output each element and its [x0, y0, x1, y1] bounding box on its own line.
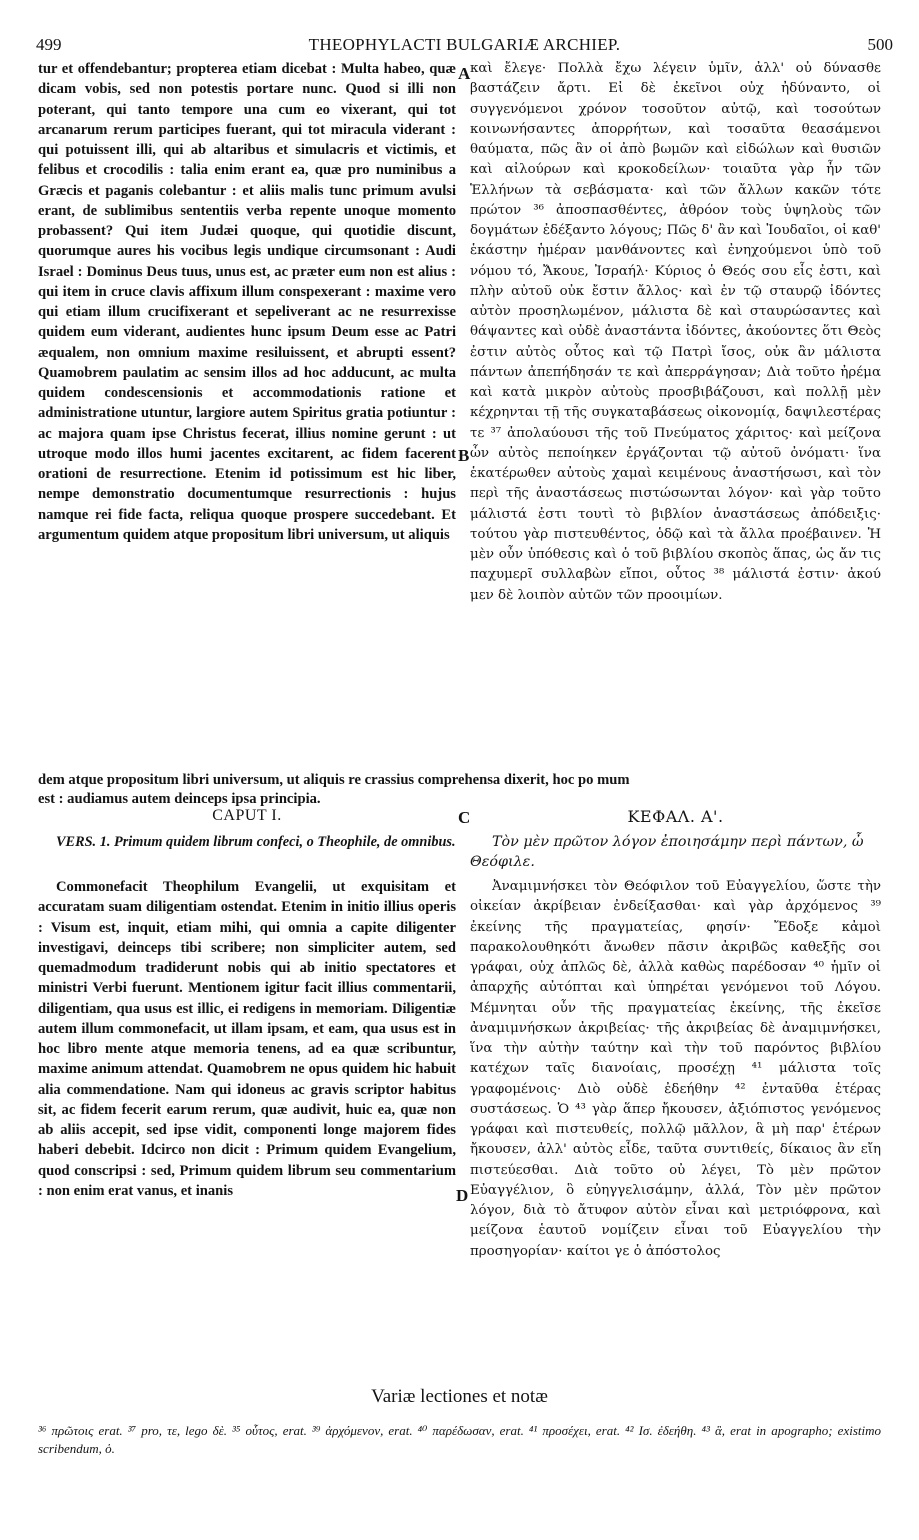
margin-marker-d: D [456, 1186, 469, 1205]
section-heading-greek: ΚΕΦΑΛ. Α'. [627, 807, 724, 826]
page-number-right: 500 [867, 35, 893, 54]
greek-column-top: καὶ ἔλεγε· Πολλὰ ἔχω λέγειν ὑμῖν, ἀλλ' οὐ δύνασθε βαστάζειν ἄρτι. Εἰ δὲ ἐκεῖνοι οὐχ ἠδύναντο, οἱ συγγενόμενοι χρόνον τοσοῦτον αὐτῷ, καὶ τοσούτων κοινωνήσαντες ἀπορρήτων, καὶ τοσαῦτα θεασάμενοι θαύματα, πῶς ἂν οἱ ἀπὸ βωμῶν καὶ εἰδώλων καὶ θυσιῶν καὶ αἰλούρων καὶ κροκοδείλων· τοιαῦτα γὰρ ἦν τῶν Ἑλλήνων τὰ σεβάσματα· καὶ τῶν ἄλλων κακῶν τότε πρώτον ³⁶ ἀποσπασθέντες, ἀθρόον τοὺς ὑψηλοὺς τῶν δογμάτων ἐδέξαντο λόγους; Πῶς δ' ἂν καὶ Ἰουδαῖοι, οἱ καθ' ἑκάστην ἡμέραν μανθάνοντες καὶ ἐνηχούμενοι ὑπὸ τοῦ νόμου τό, Ἄκουε, Ἰσραήλ· Κύριος ὁ Θεός σου εἷς ἐστι, καὶ πλὴν αὐτοῦ οὐκ ἔστιν ἄλλος· καὶ ἐν τῷ σταυρῷ ἰδόντες αὐτὸν προσηλωμένον, μάλιστα δὲ καὶ σταυρώσαντες καὶ θάψαντες καὶ οὐδὲ ἀναστάντα ἰδόντες, ἀκούοντες ὅτι Θεὸς ἐστιν αὐτὸς οὗτος καὶ τῷ Πατρὶ ἴσος, οὐκ ἂν μάλιστα πάντων ἀπεπήδησάν τε καὶ ἀπερράγησαν; Διὰ τοῦτο ἠρέμα καὶ κατὰ μικρὸν αὐτοὺς προσβιβάζουσι, καὶ πολλῇ μὲν κέχρηνται τῇ τῆς συγκαταβάσεως οἰκονομίᾳ, δαψιλεστέρας τε ³⁷ ἀπολαύουσι τῆς τοῦ Πνεύματος χάριτος· καὶ μείζονα ὧν αὐτὸς πεποίηκεν ἐργάζονται τῷ αὐτοῦ ὀνόματι· ἵνα ἑκατέρωθεν αὐτοὺς χαμαὶ κειμένους ἀναστήσωσι, καὶ τὸν περὶ τῆς ἀναστάσεως πιστώσωνται λόγον· καὶ γὰρ τοῦτο μάλιστά ἐστι τουτὶ τὸ βιβλίον ἀναστάσεως ἀπόδειξις· τούτου γὰρ πιστευθέντος, ὁδῷ καὶ τὰ ἄλλα προέβαινεν. Ἡ μὲν οὖν ὑπόθεσις καὶ ὁ τοῦ βιβλίου σκοπὸς ἅπας, ὡς ἄν τις παχυμερῖ συλλαβὼν εἴποι, οὗτος ³⁸ μάλιστά ἐστιν· ἀκού μεν δὲ λοιπὸν αὐτῶν τῶν προοιμίων. [470, 61, 881, 603]
latin-column-top: tur et offendebantur; propterea etiam dicebat : Multa habeo, quæ dicam vobis, sed non potestis portare nunc. Quod si illi non poterant, qui tanto tempore una cum eo vixerant, qui tot arcanarum rerum participes fuerant, qui tot miracula viderant : qui potuissent illi, qui ab altaribus et simulacris et victimis, et felibus et crocodilis : talia enim erant ea, quæ pro numinibus a Græcis et paganis colebantur : et aliis malis tunc primum avulsi erant, de sublimibus sententiis verba repente unoque momento probassent? Qui item Judæi quoque, qui quotidie discunt, quorumque aures his vocibus legis undique circumsonant : Audi Israel : Dominus Deus tuus, unus est, ac præter eum non est alius : qui item in cruce clavis affixum illum conspexerant : maxime vero qui etiam illum crucifixerant et sepeliverant ac ne resurrexisse quidem eum viderant, audientes hunc ipsum Deum esse ac Patri æqualem, non omnium maxime resiluissent, et abrupti essent? Quamobrem paulatim ac sensim illos ad hoc adducunt, ac multa quidem condescensionis et accommodationis ratione et administratione utuntur, largiore autem Spiritus gratia potiuntur : ac majora quam ipse Christus fecerat, illius nomine gerunt : ut utroque modo illos humi jacentes excitarent, ac fidem facerent orationi de resurrectione. Etenim id potissimum est hic liber, nempe demonstratio documentumque resurrectionis : hujus namque rei fide facta, reliqua quoque prospere succedebant. Et argumentum quidem atque propositum libri universum, ut aliquis [38, 61, 456, 543]
latin-column-body: Commonefacit Theophilum Evangelii, ut exquisitam et accuratam suam diligentiam ostendat. Etenim in initio illius operis : Visum est, inquit, etiam mihi, qui omnia a capite diligenter investigavi, deinceps tibi scribere; non simpliciter autem, sed quemadmodum tradiderunt nobis qui ab initio spectatores et ministri Verbi fuerunt. Mentionem igitur facit illius commentarii, diligentiam, qua usus est illic, ei redigens in memoriam. Diligentiæ autem illum commonefacit, ut illam ipsam, et eam, qua usus est in hoc libro mente atque memoria tenens, ad ea quæ scribuntur, maxime animum attendat. Quamobrem ne opus quidem hic habuit alia commendatione. Nam qui idoneus ac gravis scriptor habitus sit, ac fidem fecerit earum rerum, quæ audivit, huic ea, quæ non ab aliis accepit, sed ipse vidit, componenti longe majorem fides haberi debebit. Idcirco non dicit : Primum quidem Evangelium, quod conscripsi : sed, Primum quidem librum seu commentarium : non enim erat vanus, et inanis [38, 879, 456, 1199]
margin-marker-a: A [458, 64, 471, 83]
greek-column-body: Ἀναμιμνήσκει τὸν Θεόφιλον τοῦ Εὐαγγελίου, ὥστε τὴν οἰκείαν ἀκρίβειαν ἐνδείξασθαι· καὶ γὰρ ἀρχόμενος ³⁹ ἐκείνης τῆς πραγματείας, φησίν· Ἔδοξε κἀμοὶ παρακολουθηκότι ἄνωθεν πᾶσιν ἀκριβῶς καθεξῆς σοι γράφαι, οὐχ ἁπλῶς δὲ, ἀλλὰ καθὼς παρέδοσαν ⁴⁰ ἡμῖν οἱ ἀπαρχῆς αὐτόπται καὶ ὑπηρέται γενόμενοι τοῦ Λόγου. Μέμνηται οὖν τῆς πραγματείας ἐκείνης, τῆς ἐκεῖσε ἀναμιμνήσκων ἀκριβείας· τῆς ἀκριβείας δὲ ἀναμιμνήσκει, ἵνα τὴν αὐτὴν ταύτην καὶ τὴν τοῦ παρόντος βιβλίου κατέχων ταῖς διανοίαις, προσέχῃ ⁴¹ μάλιστα τοῖς γραφομένοις· Διὸ οὐδὲ ἐδεήθην ⁴² ἐνταῦθα ἑτέρας συστάσεως. Ὁ ⁴³ γὰρ ἅπερ ἤκουσεν, ἀξιόπιστος γενόμενος γράφαι καὶ πιστευθείς, πολλῷ μᾶλλον, ἃ μὴ παρ' ἑτέρων ἤκουσεν, ἀλλ' αὐτὸς εἶδε, ταῦτα συντιθείς, δίκαιος ἂν εἴη πιστεύεσθαι. Διὰ τοῦτο οὐ λέγει, Τὸ μὲν πρῶτον Εὐαγγέλιον, ὃ εὐηγγελισάμην, ἀλλά, Τὸν μὲν πρῶτον λόγον, διὰ τὸ ἄτυφον αὐτὸν εἶναι καὶ μετριόφρονα, καὶ μείζονα ἑαυτοῦ νομίζειν εἶναι τοῦ Εὐαγγελίου τὴν προσηγορίαν· καίτοι γε ὁ ἀπόστολος [470, 879, 881, 1259]
verse-latin: VERS. 1. Primum quidem librum confeci, o Theophile, de omnibus. [56, 834, 456, 850]
bridge-latin-end: est : audiamus autem deinceps ipsa principia. [38, 791, 321, 807]
bridge-latin: dem atque propositum libri universum, ut aliquis re crassius comprehensa dixerit, hoc po mum [38, 772, 630, 788]
notes-heading: Variæ lectiones et notæ [371, 1386, 548, 1407]
section-heading-latin: CAPUT I. [212, 807, 282, 824]
running-title: THEOPHYLACTI BULGARIÆ ARCHIEP. [308, 35, 621, 54]
verse-greek: Τὸν μὲν πρῶτον λόγον ἐποιησάμην περὶ πάντων, ὦ Θεόφιλε. [470, 834, 864, 870]
margin-marker-c: C [458, 808, 471, 827]
page-number-left: 499 [36, 35, 62, 54]
variant-readings-notes: ³⁶ πρῶτοις erat. ³⁷ pro, τε, lego δὲ. ³⁵ οὗτος, erat. ³⁹ ἀρχόμενον, erat. ⁴⁰ παρέδωσαν, erat. ⁴¹ προσέχει, erat. ⁴² Ισ. ἐδεήθη. ⁴³ ἃ, erat in apographo; existimo scribendum, ὁ. [38, 1423, 881, 1456]
margin-marker-b: B [458, 446, 470, 465]
running-head [36, 33, 893, 57]
